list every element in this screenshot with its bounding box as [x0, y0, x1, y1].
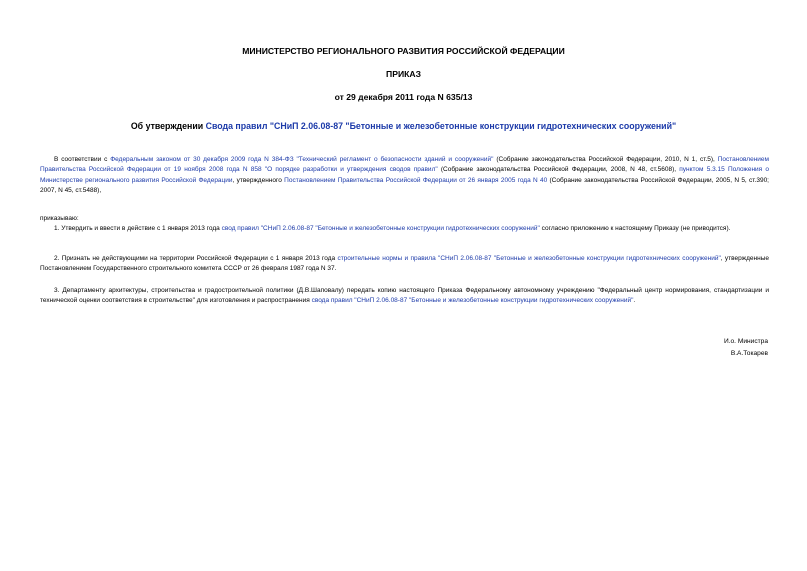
government-decree-858-link[interactable]: Постановлением Правительства Российской Федерации от 19 ноября 2008 года N 858 "О порядке разработки и утверждения сводов правил": [40, 156, 769, 174]
item3-text-1: 3. Департаменту архитектуры, строительства и градостроительной политики (Д.В.Шаповалу) передать копию настоящего Приказа Федеральному автономному учреждению "Федеральный центр нормирования, стандартизации и технической оценки соответствия в строительстве" для изготовления и распространения: [40, 287, 769, 305]
order-item-2: [40, 254, 769, 275]
title-prefix: Об утверждении: [130, 121, 206, 131]
item3-text-2: .: [633, 297, 636, 305]
item1-code-link[interactable]: свод правил "СНиП 2.06.08-87 "Бетонные и железобетонные конструкции гидротехнических сооружений": [221, 225, 540, 232]
item1-text-1: 1. Утвердить и ввести в действие с 1 января 2013 года: [54, 225, 222, 232]
government-decree-40-link[interactable]: Постановлением Правительства Российской Федерации от 26 января 2005 года N 40: [284, 176, 548, 184]
ministry-regulation-link[interactable]: пунктом 5.3.15 Положения о Министерстве регионального развития Российской Федерации: [40, 166, 770, 184]
preamble-text-4: , утвержденного: [232, 176, 285, 184]
title-link[interactable]: Свода правил "СНиП 2.06.08-87 "Бетонные и железобетонные конструкции гидротехнических сооружений": [205, 121, 677, 131]
signature-name: В.А.Токарев: [730, 350, 768, 357]
signature-position: И.о. Министра: [723, 338, 768, 345]
order-word: приказываю:: [40, 215, 79, 222]
item1-text-2: согласно приложению к настоящему Приказу (не приводится).: [539, 225, 731, 232]
doc-type-heading: ПРИКАЗ: [386, 69, 421, 79]
document-title: [0, 121, 807, 132]
preamble-text-2: (Собрание законодательства Российской Федерации, 2010, N 1, ст.5),: [493, 156, 718, 163]
order-item-3: [40, 286, 769, 307]
preamble-text-3: (Собрание законодательства Российской Федерации, 2008, N 48, ст.5608),: [437, 166, 680, 174]
order-item-1: [40, 224, 769, 234]
preamble-text-1: В соответствии с: [54, 156, 111, 163]
date-number-heading: от 29 декабря 2011 года N 635/13: [334, 92, 473, 102]
preamble-text-5: (Собрание законодательства Российской Федерации, 2005, N 5, ст.390; 2007, N 45, ст.5488),: [40, 176, 769, 194]
item2-text-2: , утвержденные Постановлением Государственного строительного комитета СССР от 26 февраля 1987 года N 37.: [40, 255, 769, 273]
ministry-heading: МИНИСТЕРСТВО РЕГИОНАЛЬНОГО РАЗВИТИЯ РОССИЙСКОЙ ФЕДЕРАЦИИ: [242, 46, 565, 56]
preamble-paragraph: [40, 155, 769, 196]
federal-law-link[interactable]: Федеральным законом от 30 декабря 2009 года N 384-ФЗ "Технический регламент о безопасности зданий и сооружений": [110, 156, 494, 163]
item3-code-link[interactable]: свода правил "СНиП 2.06.08-87 "Бетонные и железобетонные конструкции гидротехнических сооружений": [311, 297, 634, 305]
item2-snip-link[interactable]: строительные нормы и правила "СНиП 2.06.08-87 "Бетонные и железобетонные конструкции гидротехнических сооружений": [337, 255, 721, 262]
item2-text-1: 2. Признать не действующими на территории Российской Федерации с 1 января 2013 года: [54, 255, 338, 262]
